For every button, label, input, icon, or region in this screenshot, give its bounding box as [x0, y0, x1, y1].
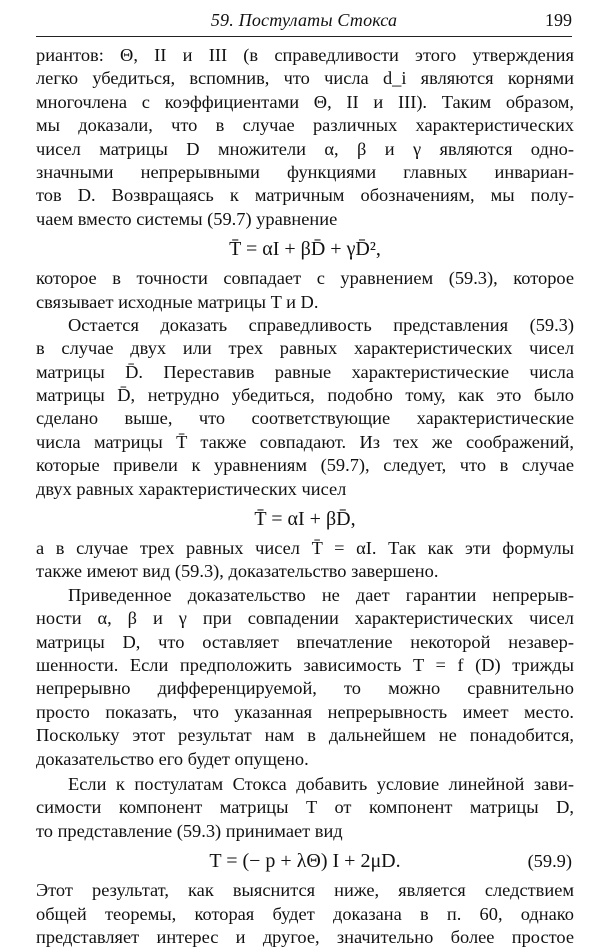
text-line: матрицы D̄. Переставив равные характеристические числа [36, 361, 574, 382]
text-line: просто показать, что указанная непрерывность имеет место. [36, 701, 574, 722]
paragraph-start: Приведенное доказательство не дает гарантии непрерыв- [68, 584, 574, 605]
running-header [36, 8, 572, 37]
paragraph-start: Если к постулатам Стокса добавить условие линейной зави- [68, 773, 574, 794]
text-line: чаем вместо системы (59.7) уравнение [36, 208, 338, 229]
equation-two-equal: T̄ = αI + βD̄, [254, 508, 356, 531]
text-line: симости компонент матрицы T от компонент матрицы D, [36, 797, 574, 818]
text-line: сделано выше, что соответствующие характеристические [36, 408, 574, 429]
text-line: в случае двух или трех равных характеристических чисел [36, 338, 574, 359]
text-line: то представление (59.3) принимает вид [36, 820, 343, 841]
text-line: матрицы D̄, нетрудно убедиться, подобно тому, как это было [36, 385, 574, 406]
equation-59-9 [36, 843, 574, 879]
text-line: многочлена с коэффициентами Θ, II и III). Таким образом, [36, 91, 574, 112]
equation-number: (59.9) [527, 851, 572, 872]
section-title: 59. Постулаты Стокса [210, 10, 398, 30]
text-line: которое в точности совпадает с уравнением (59.3), которое [36, 268, 574, 289]
text-line: представляет интерес и другое, значительно более простое [36, 926, 574, 947]
text-line: шенности. Если предположить зависимость T = f (D) трижды [36, 654, 574, 675]
page-body [36, 44, 574, 949]
equation-tensor-relation: T̄ = αI + βD̄ + γD̄², [229, 238, 381, 261]
text-line: значными непрерывными функциями главных инвариан- [36, 161, 574, 182]
text-line: а в случае трех равных чисел T̄ = αI. Так как эти формулы [36, 538, 574, 559]
text-line: двух равных характеристических чисел [36, 478, 347, 499]
text-line: ности α, β и γ при совпадении характеристических чисел [36, 608, 574, 629]
equation-body: T = (− p + λΘ) I + 2μD. [209, 850, 401, 873]
text-line: связывает исходные матрицы T и D. [36, 291, 319, 312]
text-line: риантов: Θ, II и III (в справедливости этого утверждения [36, 45, 574, 65]
text-line: доказательство его будет опущено. [36, 748, 309, 769]
text-line: мы доказали, что в случае различных характеристических [36, 115, 574, 136]
text-line: Этот результат, как выяснится ниже, является следствием [36, 880, 574, 901]
text-line: числа матрицы T̄ также совпадают. Из тех же соображений, [36, 431, 574, 452]
text-line: Поскольку этот результат нам в дальнейшем не понадобится, [36, 725, 574, 746]
text-line: легко убедиться, вспомнив, что числа d_i являются корнями [36, 68, 574, 89]
text-line: чисел матрицы D множители α, β и γ являются одно- [36, 138, 574, 159]
text-line: которые привели к уравнениям (59.7), следует, что в случае [36, 455, 574, 476]
text-line: непрерывно дифференцируемой, то можно сравнительно [36, 678, 574, 699]
paragraph-start: Остается доказать справедливость представления (59.3) [68, 314, 574, 335]
page-number: 199 [545, 10, 572, 30]
text-line: матрицы D, что оставляет впечатление некоторой незавер- [36, 631, 574, 652]
text-line: также имеют вид (59.3), доказательство завершено. [36, 561, 439, 582]
text-line: тов D. Возвращаясь к матричным обозначениям, мы полу- [36, 185, 574, 206]
text-line: общей теоремы, которая будет доказана в п. 60, однако [36, 903, 574, 924]
